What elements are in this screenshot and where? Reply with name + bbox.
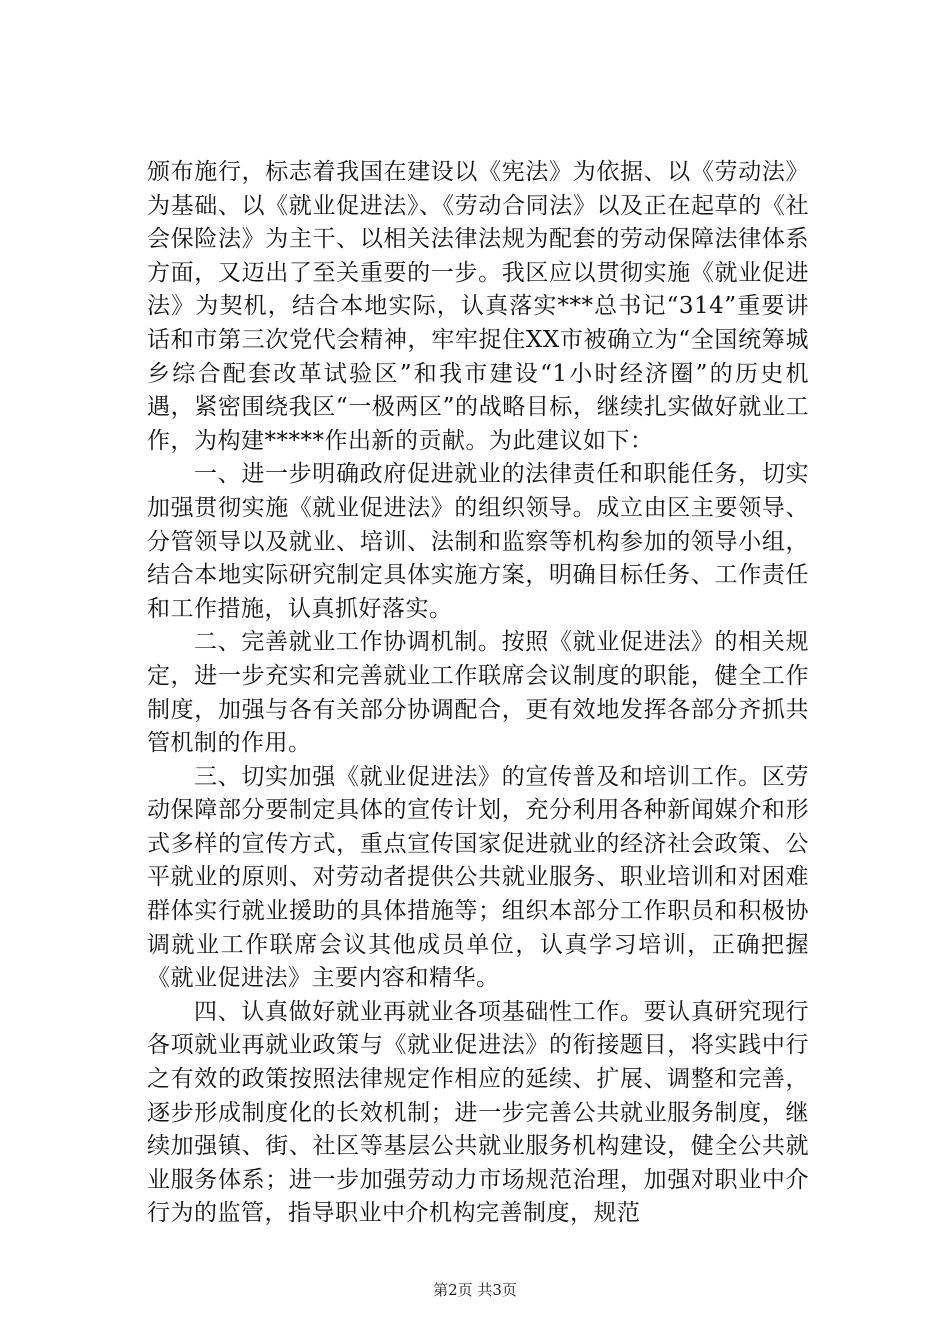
page-footer: 第2页 共3页 xyxy=(433,1281,517,1299)
document-body xyxy=(147,156,809,1231)
paragraph-continuation: 颁布施行，标志着我国在建设以《宪法》为依据、以《劳动法》为基础、以《就业促进法》、《劳动合同法》以及正在起草的《社会保险法》为主干、以相关法律法规为配套的劳动保障法律体系方面，又迈出了至关重要的一步。我区应以贯彻实施《就业促进法》为契机，结合本地实际，认真落实***总书记“314”重要讲话和市第三次党代会精神，牢牢捉住XX市被确立为“全国统筹城乡综合配套改革试验区”和我市建设“1小时经济圈”的历史机遇，紧密围绕我区“一极两区”的战略目标，继续扎实做好就业工作，为构建*****作出新的贡献。为此建议如下： xyxy=(147,159,809,454)
paragraph-item-1: 一、进一步明确政府促进就业的法律责任和职能任务，切实加强贯彻实施《就业促进法》的组织领导。成立由区主要领导、分管领导以及就业、培训、法制和监察等机构参加的领导小组，结合本地实际研究制定具体实施方案，明确目标任务、工作责任和工作措施，认真抓好落实。 xyxy=(147,461,809,622)
paragraph-item-4: 四、认真做好就业再就业各项基础性工作。要认真研究现行各项就业再就业政策与《就业促进法》的衔接题目，将实践中行之有效的政策按照法律规定作相应的延续、扩展、调整和完善，逐步形成制度化的长效机制；进一步完善公共就业服务制度，继续加强镇、街、社区等基层公共就业服务机构建设，健全公共就业服务体系；进一步加强劳动力市场规范治理，加强对职业中介行为的监管，指导职业中介机构完善制度，规范 xyxy=(147,998,809,1227)
paragraph-item-2: 二、完善就业工作协调机制。按照《就业促进法》的相关规定，进一步充实和完善就业工作联席会议制度的职能，健全工作制度，加强与各有关部分协调配合，更有效地发挥各部分齐抓共管机制的作用。 xyxy=(147,629,809,757)
paragraph-item-3: 三、切实加强《就业促进法》的宣传普及和培训工作。区劳动保障部分要制定具体的宣传计划，充分利用各种新闻媒介和形式多样的宣传方式，重点宣传国家促进就业的经济社会政策、公平就业的原则、对劳动者提供公共就业服务、职业培训和对困难群体实行就业援助的具体措施等；组织本部分工作职员和积极协调就业工作联席会议其他成员单位，认真学习培训，正确把握《就业促进法》主要内容和精华。 xyxy=(147,763,809,992)
